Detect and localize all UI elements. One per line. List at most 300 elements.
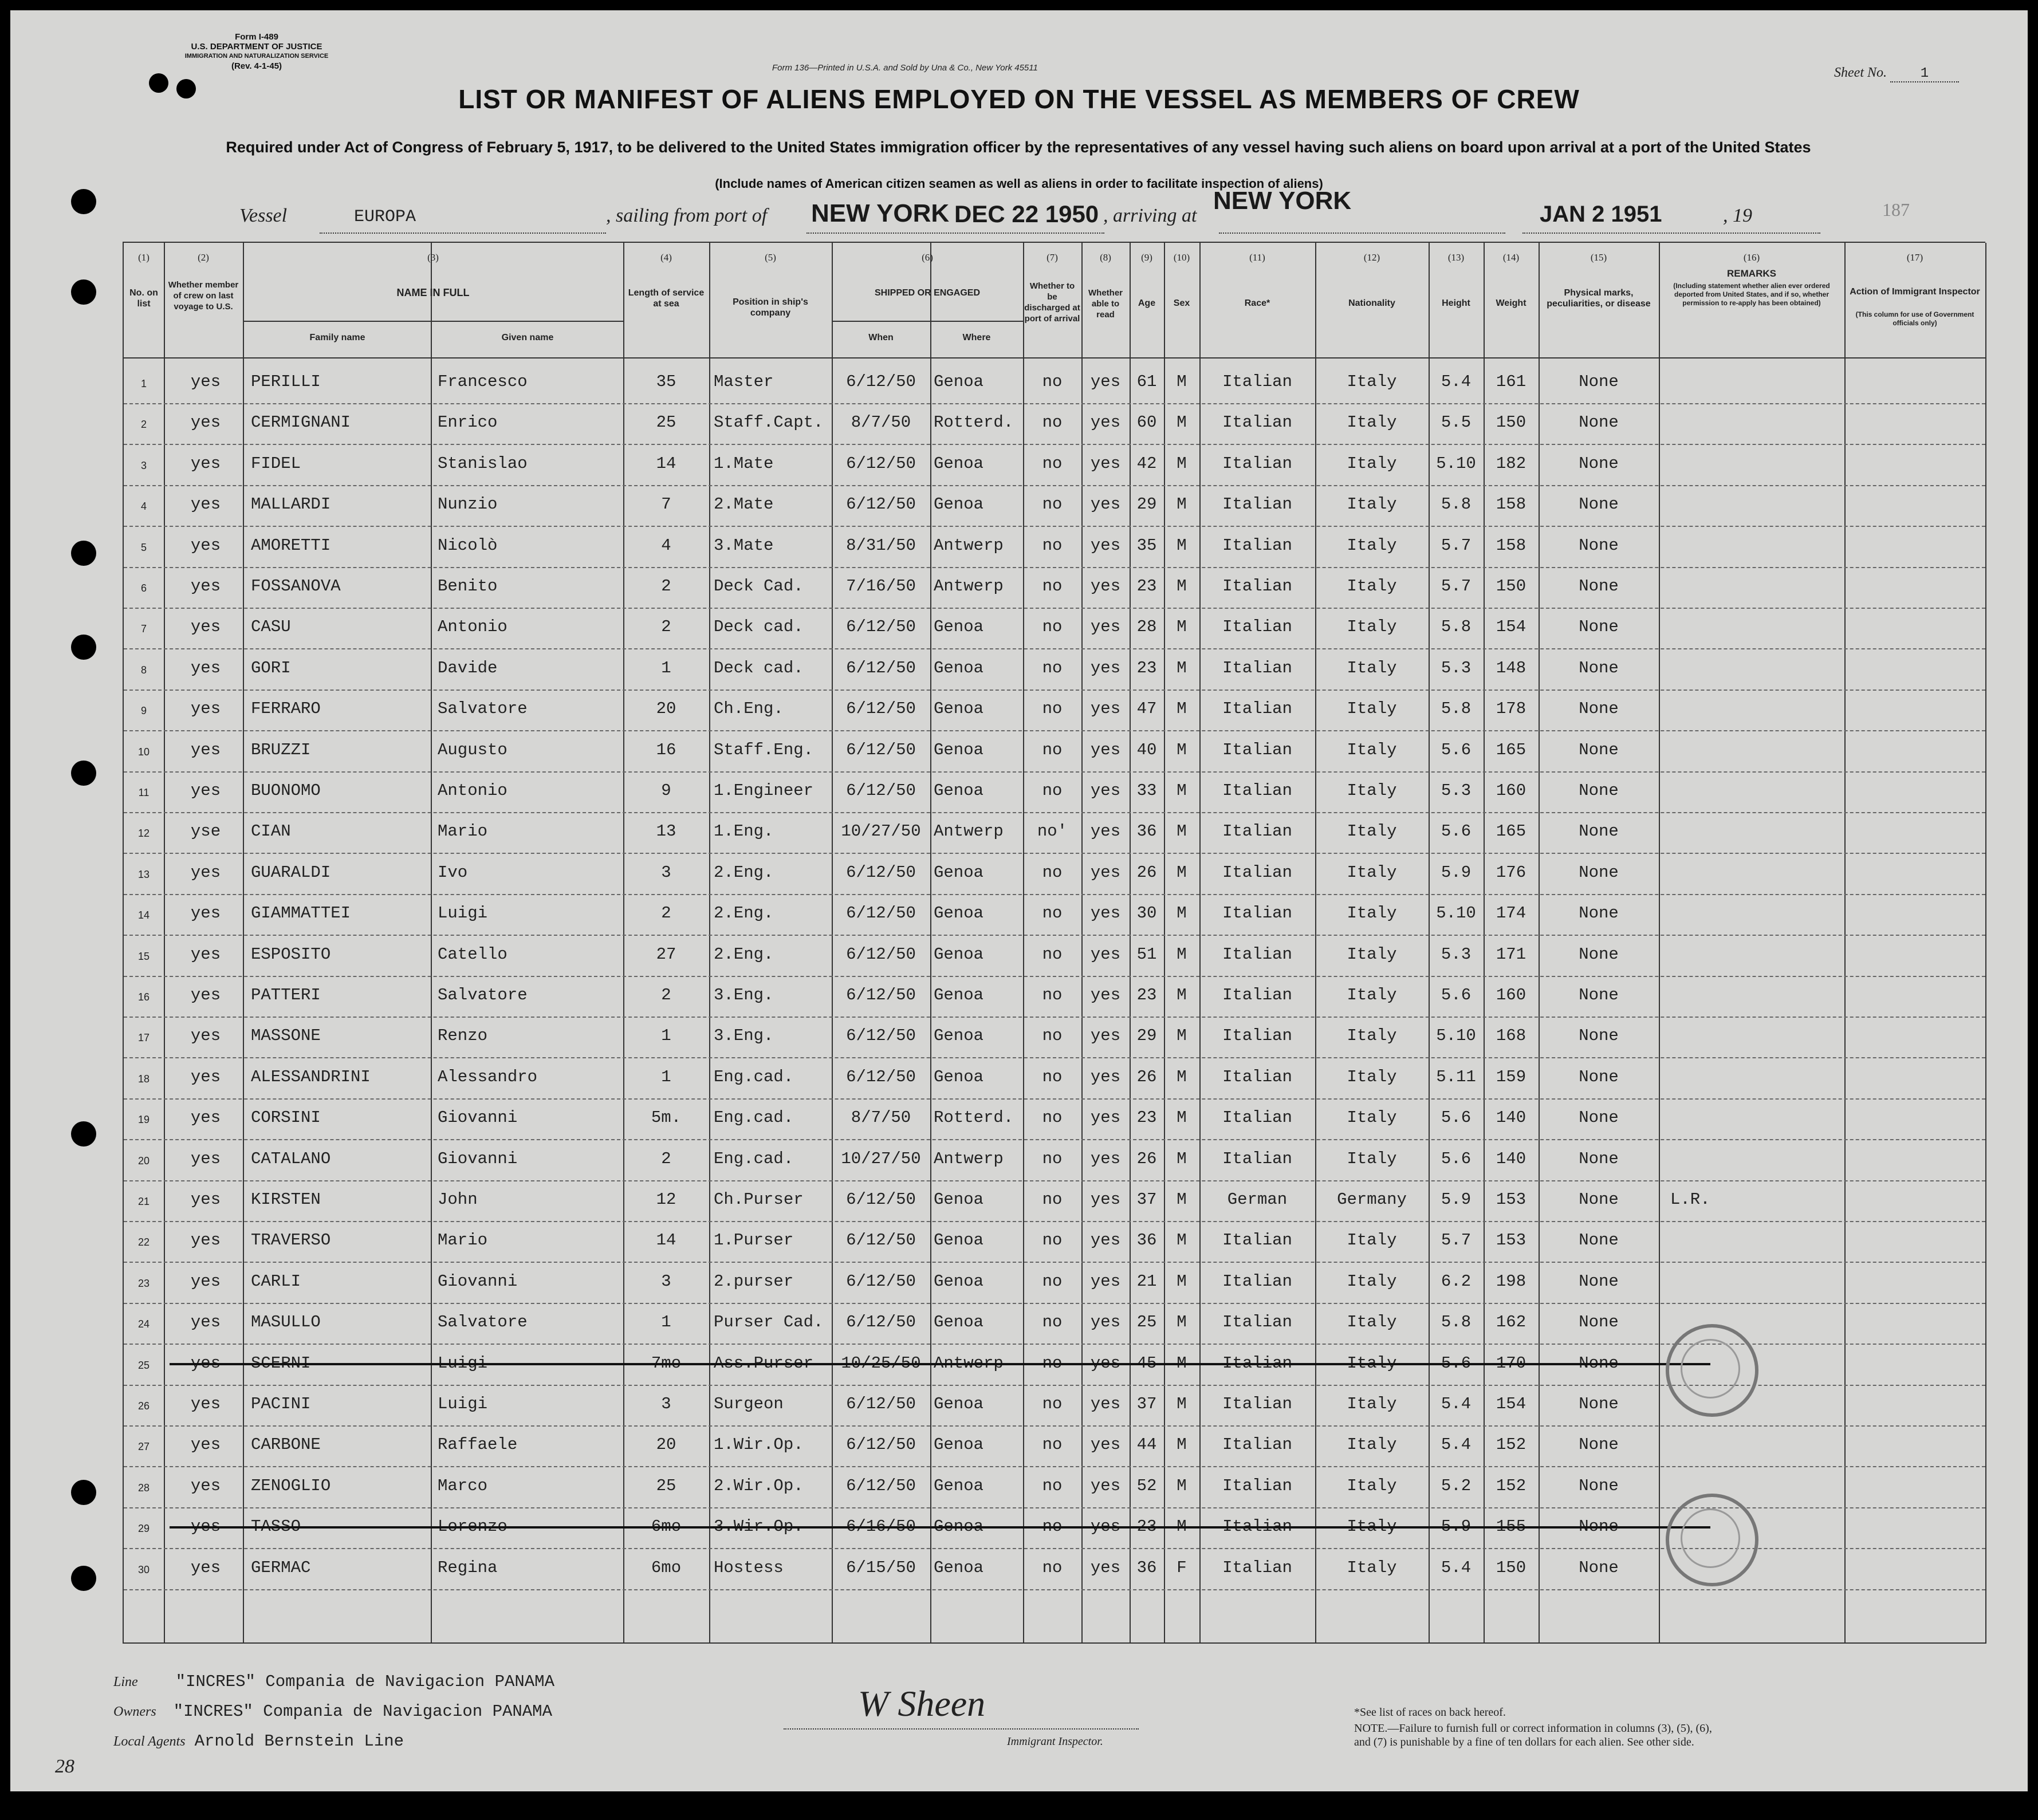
cell-nationality: Italy xyxy=(1347,535,1397,555)
cell-given: Mario xyxy=(438,1231,488,1250)
punch-hole xyxy=(71,279,96,305)
cell-family: FERRARO xyxy=(251,699,321,719)
strikethrough-line xyxy=(170,1363,1710,1365)
cell-family: ALESSANDRINI xyxy=(251,1067,371,1086)
cell-where: Rotterd. xyxy=(934,413,1014,432)
cell-race: Italian xyxy=(1222,658,1292,677)
cell-given: Francesco xyxy=(438,372,528,391)
cell-discharged: no xyxy=(1042,699,1063,719)
cell-marks: None xyxy=(1579,1108,1619,1128)
cell-sex: M xyxy=(1177,1190,1187,1209)
cell-read: yes xyxy=(1090,1190,1121,1209)
cell-where: Genoa xyxy=(934,617,984,637)
cell-service: 2 xyxy=(661,1149,671,1168)
cell-no: 14 xyxy=(137,909,150,921)
cell-sex: M xyxy=(1177,658,1187,677)
cell-prev: yes xyxy=(190,1353,221,1373)
cell-when: 10/27/50 xyxy=(841,1149,921,1168)
col-header-when: When xyxy=(868,333,894,342)
col-num: (2) xyxy=(198,252,209,263)
cell-position: 1.Wir.Op. xyxy=(714,1435,804,1455)
cell-when: 8/7/50 xyxy=(851,1108,911,1128)
cell-read: yes xyxy=(1090,986,1121,1004)
cell-prev: yse xyxy=(190,822,221,841)
cell-family: GERMAC xyxy=(251,1558,311,1577)
cell-service: 6mo xyxy=(651,1558,682,1577)
cell-sex: M xyxy=(1177,1231,1187,1250)
corner-number: 28 xyxy=(55,1756,74,1777)
cell-discharged: no xyxy=(1042,372,1063,391)
cell-no: 8 xyxy=(140,664,147,676)
arriving-label: , arriving at xyxy=(1103,205,1197,226)
cell-no: 12 xyxy=(137,828,150,840)
arriving-port: NEW YORK xyxy=(1213,187,1352,215)
cell-age: 23 xyxy=(1136,986,1157,1004)
cell-height: 5.4 xyxy=(1441,1394,1472,1413)
cell-marks: None xyxy=(1579,944,1619,964)
cell-where: Antwerp xyxy=(934,1353,1004,1373)
cell-prev: yes xyxy=(190,1026,221,1046)
cell-weight: 182 xyxy=(1496,454,1526,473)
cell-no: 6 xyxy=(140,582,147,594)
cell-where: Genoa xyxy=(934,1558,984,1577)
cell-age: 26 xyxy=(1136,1067,1157,1086)
cell-family: FOSSANOVA xyxy=(251,577,341,596)
cell-race: Italian xyxy=(1222,1476,1292,1495)
cell-where: Genoa xyxy=(934,1271,984,1291)
cell-weight: 150 xyxy=(1496,577,1526,596)
crew-row xyxy=(124,405,1985,445)
punch-hole xyxy=(71,1566,96,1591)
form-line: IMMIGRATION AND NATURALIZATION SERVICE xyxy=(184,53,329,60)
cell-prev: yes xyxy=(190,1476,221,1495)
col-num: (8) xyxy=(1100,252,1111,263)
cell-service: 25 xyxy=(656,413,676,432)
cell-where: Genoa xyxy=(934,1026,984,1046)
document-subnote: (Include names of American citizen seamen as well as aliens in order to facilitate inspection of aliens) xyxy=(715,176,1323,191)
cell-height: 5.6 xyxy=(1441,1353,1472,1373)
cell-service: 7mo xyxy=(651,1353,682,1373)
cell-where: Genoa xyxy=(934,904,984,923)
cell-race: Italian xyxy=(1222,740,1292,759)
cell-no: 23 xyxy=(137,1277,150,1289)
cell-marks: None xyxy=(1579,904,1619,923)
cell-service: 20 xyxy=(656,1435,676,1455)
cell-family: SCERNI xyxy=(251,1353,311,1373)
cell-when: 6/12/50 xyxy=(846,1271,916,1291)
cell-position: 2.Eng. xyxy=(714,944,774,964)
cell-race: Italian xyxy=(1222,1353,1292,1373)
cell-marks: None xyxy=(1579,1476,1619,1495)
crew-row xyxy=(124,1427,1985,1467)
cell-given: Augusto xyxy=(438,740,507,759)
cell-when: 6/12/50 xyxy=(846,1435,916,1455)
cell-prev: yes xyxy=(190,535,221,555)
cell-position: Deck cad. xyxy=(714,658,804,677)
cell-given: Renzo xyxy=(438,1026,488,1046)
cell-family: TRAVERSO xyxy=(251,1231,331,1250)
cell-given: Luigi xyxy=(438,1353,488,1373)
cell-position: 2.Eng. xyxy=(714,904,774,923)
cell-age: 51 xyxy=(1136,944,1157,964)
cell-marks: None xyxy=(1579,1026,1619,1046)
col-num: (6) xyxy=(922,252,933,263)
cell-height: 5.8 xyxy=(1441,1313,1472,1332)
cell-where: Genoa xyxy=(934,944,984,964)
cell-nationality: Italy xyxy=(1347,1231,1397,1250)
cell-nationality: Italy xyxy=(1347,1394,1397,1413)
cell-nationality: Italy xyxy=(1347,1149,1397,1168)
cell-read: yes xyxy=(1090,1149,1121,1168)
cell-height: 5.3 xyxy=(1441,944,1472,964)
cell-read: yes xyxy=(1090,535,1121,555)
cell-age: 25 xyxy=(1136,1313,1157,1332)
cell-height: 5.7 xyxy=(1441,535,1472,555)
crew-row xyxy=(124,1223,1985,1263)
cell-discharged: no xyxy=(1042,413,1063,432)
cell-age: 44 xyxy=(1136,1435,1157,1455)
col-num: (15) xyxy=(1590,252,1607,263)
cell-no: 27 xyxy=(137,1441,150,1453)
cell-weight: 160 xyxy=(1496,781,1526,800)
footer-agents xyxy=(113,1732,404,1751)
cell-prev: yes xyxy=(190,904,221,923)
cell-discharged: no xyxy=(1042,986,1063,1004)
cell-given: Raffaele xyxy=(438,1435,518,1455)
cell-no: 29 xyxy=(137,1523,150,1535)
cell-height: 5.11 xyxy=(1436,1067,1476,1086)
cell-sex: M xyxy=(1177,1067,1187,1086)
cell-race: Italian xyxy=(1222,577,1292,596)
cell-family: CASU xyxy=(251,617,291,637)
cell-race: Italian xyxy=(1222,781,1292,800)
cell-read: yes xyxy=(1090,1353,1121,1373)
cell-height: 5.9 xyxy=(1441,1190,1472,1209)
cell-prev: yes xyxy=(190,862,221,882)
owners-label: Owners xyxy=(113,1704,156,1719)
crew-row xyxy=(124,773,1985,813)
cell-marks: None xyxy=(1579,454,1619,473)
vessel-label: Vessel xyxy=(239,205,288,226)
cell-when: 6/12/50 xyxy=(846,1190,916,1209)
cell-given: Ivo xyxy=(438,862,468,882)
cell-nationality: Italy xyxy=(1347,862,1397,882)
date-underline xyxy=(1522,233,1820,234)
cell-marks: None xyxy=(1579,1067,1619,1086)
cell-marks: None xyxy=(1579,535,1619,555)
cell-service: 16 xyxy=(656,740,676,759)
cell-weight: 171 xyxy=(1496,944,1526,964)
cell-race: Italian xyxy=(1222,454,1292,473)
cell-height: 5.6 xyxy=(1441,1149,1472,1168)
cell-given: Giovanni xyxy=(438,1108,518,1128)
cell-sex: M xyxy=(1177,699,1187,719)
cell-sex: M xyxy=(1177,822,1187,841)
cell-when: 6/12/50 xyxy=(846,986,916,1004)
cell-race: Italian xyxy=(1222,1026,1292,1046)
cell-weight: 140 xyxy=(1496,1149,1526,1168)
cell-discharged: no xyxy=(1042,862,1063,882)
cell-nationality: Italy xyxy=(1347,617,1397,637)
cell-when: 6/12/50 xyxy=(846,454,916,473)
cell-discharged: no xyxy=(1042,1435,1063,1455)
cell-when: 8/31/50 xyxy=(846,535,916,555)
col-header-height: Height xyxy=(1442,298,1470,308)
cell-service: 2 xyxy=(661,986,671,1004)
cell-height: 5.4 xyxy=(1441,1435,1472,1455)
punch-hole xyxy=(71,1480,96,1505)
cell-age: 36 xyxy=(1136,1231,1157,1250)
cell-given: Catello xyxy=(438,944,507,964)
cell-sex: M xyxy=(1177,1026,1187,1046)
cell-weight: 158 xyxy=(1496,535,1526,555)
cell-when: 6/16/50 xyxy=(846,1517,916,1537)
cell-no: 26 xyxy=(137,1400,150,1412)
punch-hole xyxy=(71,541,96,566)
inspector-label: Immigrant Inspector. xyxy=(1007,1735,1103,1748)
cell-sex: M xyxy=(1177,1149,1187,1168)
cell-sex: F xyxy=(1177,1558,1187,1577)
col-header-position: Position in ship's company xyxy=(733,297,808,318)
cell-family: CERMIGNANI xyxy=(251,413,351,432)
cell-nationality: Italy xyxy=(1347,1435,1397,1455)
line-value: "INCRES" Compania de Navigacion PANAMA xyxy=(175,1672,554,1691)
cell-weight: 198 xyxy=(1496,1271,1526,1291)
cell-age: 26 xyxy=(1136,862,1157,882)
cell-age: 23 xyxy=(1136,658,1157,677)
cell-no: 5 xyxy=(140,541,147,553)
col-num: (12) xyxy=(1363,252,1380,263)
cell-given: Salvatore xyxy=(438,1313,528,1332)
cell-nationality: Italy xyxy=(1347,1271,1397,1291)
cell-height: 5.8 xyxy=(1441,617,1472,637)
agents-value: Arnold Bernstein Line xyxy=(194,1732,404,1751)
cell-marks: None xyxy=(1579,986,1619,1004)
cell-race: Italian xyxy=(1222,1435,1292,1455)
col-header-race: Race* xyxy=(1244,298,1270,308)
cell-race: Italian xyxy=(1222,1149,1292,1168)
cell-prev: yes xyxy=(190,1517,221,1537)
col-header-action-note: (This column for use of Government officials only) xyxy=(1855,310,1974,327)
cell-marks: None xyxy=(1579,577,1619,596)
cell-age: 61 xyxy=(1136,372,1157,391)
form-number-block xyxy=(154,32,360,71)
cell-weight: 158 xyxy=(1496,495,1526,514)
cell-weight: 152 xyxy=(1496,1435,1526,1455)
cell-nationality: Italy xyxy=(1347,658,1397,677)
col-header-family: Family name xyxy=(309,333,365,342)
cell-given: Salvatore xyxy=(438,699,528,719)
crew-row xyxy=(124,446,1985,486)
crew-row xyxy=(124,1264,1985,1304)
cell-position: 1.Purser xyxy=(714,1231,794,1250)
cell-discharged: no xyxy=(1042,1149,1063,1168)
cell-given: Luigi xyxy=(438,904,488,923)
cell-read: yes xyxy=(1090,1026,1121,1046)
cell-race: Italian xyxy=(1222,535,1292,555)
cell-service: 9 xyxy=(661,781,671,800)
cell-given: John xyxy=(438,1190,478,1209)
cell-service: 1 xyxy=(661,658,671,677)
cell-no: 10 xyxy=(137,746,150,758)
fine-note: NOTE.—Failure to furnish full or correct information in columns (3), (5), (6), and (7) is punishable by a fine of ten dollars for each alien. See other side. xyxy=(1354,1722,1712,1748)
cell-given: Benito xyxy=(438,577,498,596)
cell-nationality: Italy xyxy=(1347,1558,1397,1577)
cell-height: 5.2 xyxy=(1441,1476,1472,1495)
cell-family: AMORETTI xyxy=(251,535,331,555)
cell-service: 7 xyxy=(661,495,671,514)
cell-no: 25 xyxy=(137,1359,150,1371)
cell-when: 6/12/50 xyxy=(846,1231,916,1250)
cell-sex: M xyxy=(1177,413,1187,432)
col-header-where: Where xyxy=(962,333,991,342)
cell-given: Giovanni xyxy=(438,1149,518,1168)
cell-family: TASSO xyxy=(251,1517,301,1537)
cell-position: 3.Eng. xyxy=(714,986,774,1004)
cell-where: Genoa xyxy=(934,1067,984,1086)
cell-height: 5.3 xyxy=(1441,658,1472,677)
cell-family: ZENOGLIO xyxy=(251,1476,331,1495)
cell-where: Antwerp xyxy=(934,1149,1004,1168)
cell-marks: None xyxy=(1579,1435,1619,1455)
cell-height: 5.6 xyxy=(1441,1108,1472,1128)
cell-sex: M xyxy=(1177,1394,1187,1413)
cell-race: Italian xyxy=(1222,413,1292,432)
col-header-remarks-note: (Including statement whether alien ever ordered deported from United States, and if so, whether permission to re-apply has been obtained) xyxy=(1673,282,1830,307)
cell-given: Stanislao xyxy=(438,454,528,473)
cell-when: 6/12/50 xyxy=(846,1476,916,1495)
cell-family: CIAN xyxy=(251,822,291,841)
cell-prev: yes xyxy=(190,699,221,719)
col-num: (1) xyxy=(138,252,149,263)
cell-discharged: no xyxy=(1042,944,1063,964)
cell-marks: None xyxy=(1579,1313,1619,1332)
cell-no: 1 xyxy=(140,378,147,389)
col-header-nationality: Nationality xyxy=(1348,298,1395,308)
cell-position: 1.Eng. xyxy=(714,822,774,841)
crew-table xyxy=(123,242,1985,1644)
cell-position: Ch.Eng. xyxy=(714,699,784,719)
cell-height: 5.9 xyxy=(1441,1517,1472,1537)
cell-no: 17 xyxy=(137,1032,150,1044)
cell-age: 45 xyxy=(1136,1353,1157,1373)
cell-position: Staff.Capt. xyxy=(714,413,824,432)
cell-discharged: no xyxy=(1042,1394,1063,1413)
form-line: Form I-489 xyxy=(235,32,278,42)
cell-family: GORI xyxy=(251,658,291,677)
inspection-seal xyxy=(1666,1494,1758,1586)
cell-height: 5.6 xyxy=(1441,740,1472,759)
cell-race: Italian xyxy=(1222,1313,1292,1332)
cell-where: Rotterd. xyxy=(934,1108,1014,1128)
cell-marks: None xyxy=(1579,1231,1619,1250)
cell-read: yes xyxy=(1090,944,1121,964)
cell-marks: None xyxy=(1579,1558,1619,1577)
cell-no: 3 xyxy=(140,459,147,471)
cell-prev: yes xyxy=(190,1149,221,1168)
crew-row xyxy=(124,855,1985,895)
cell-when: 6/12/50 xyxy=(846,1313,916,1332)
document-subtitle: Required under Act of Congress of February 5, 1917, to be delivered to the United States immigration officer by the representatives of any vessel having such aliens on board upon arrival at a port of the United States xyxy=(226,139,1811,156)
cell-race: Italian xyxy=(1222,617,1292,637)
cell-position: Surgeon xyxy=(714,1394,784,1413)
cell-race: Italian xyxy=(1222,904,1292,923)
cell-service: 1 xyxy=(661,1067,671,1086)
cell-age: 23 xyxy=(1136,577,1157,596)
cell-height: 5.6 xyxy=(1441,986,1472,1004)
crew-row xyxy=(124,609,1985,649)
cell-age: 29 xyxy=(1136,495,1157,514)
cell-where: Genoa xyxy=(934,1394,984,1413)
arrival-date: JAN 2 1951 xyxy=(1540,202,1662,227)
cell-where: Antwerp xyxy=(934,577,1004,596)
cell-nationality: Italy xyxy=(1347,1026,1397,1046)
cell-discharged: no xyxy=(1042,495,1063,514)
cell-when: 6/12/50 xyxy=(846,495,916,514)
cell-given: Luigi xyxy=(438,1394,488,1413)
cell-read: yes xyxy=(1090,372,1121,391)
printer-credit: Form 136—Printed in U.S.A. and Sold by Una & Co., New York 45511 xyxy=(772,63,1038,73)
cell-nationality: Italy xyxy=(1347,904,1397,923)
cell-weight: 165 xyxy=(1496,740,1526,759)
cell-position: Ch.Purser xyxy=(714,1190,804,1209)
cell-when: 6/12/50 xyxy=(846,658,916,677)
cell-where: Genoa xyxy=(934,1435,984,1455)
cell-when: 6/12/50 xyxy=(846,617,916,637)
owners-value: "INCRES" Compania de Navigacion PANAMA xyxy=(173,1702,552,1721)
col-header-given: Given name xyxy=(501,333,554,342)
cell-age: 23 xyxy=(1136,1517,1157,1537)
cell-marks: None xyxy=(1579,1149,1619,1168)
cell-weight: 153 xyxy=(1496,1231,1526,1250)
col-header-read: Whether able to read xyxy=(1088,288,1123,320)
cell-when: 6/12/50 xyxy=(846,699,916,719)
cell-age: 28 xyxy=(1136,617,1157,637)
cell-service: 25 xyxy=(656,1476,676,1495)
cell-prev: yes xyxy=(190,413,221,432)
cell-position: Master xyxy=(714,372,774,391)
cell-weight: 154 xyxy=(1496,617,1526,637)
cell-weight: 140 xyxy=(1496,1108,1526,1128)
form-line: U.S. DEPARTMENT OF JUSTICE xyxy=(191,42,322,52)
cell-position: 1.Mate xyxy=(714,454,774,473)
cell-family: PATTERI xyxy=(251,986,321,1004)
cell-prev: yes xyxy=(190,495,221,514)
cell-age: 29 xyxy=(1136,1026,1157,1046)
cell-discharged: no xyxy=(1042,904,1063,923)
cell-nationality: Italy xyxy=(1347,986,1397,1004)
cell-marks: None xyxy=(1579,781,1619,800)
cell-discharged: no xyxy=(1042,577,1063,596)
cell-service: 2 xyxy=(661,577,671,596)
cell-age: 37 xyxy=(1136,1190,1157,1209)
cell-no: 13 xyxy=(137,868,150,880)
cell-where: Genoa xyxy=(934,372,984,391)
cell-service: 2 xyxy=(661,617,671,637)
crew-row xyxy=(124,937,1985,977)
cell-given: Regina xyxy=(438,1558,498,1577)
cell-family: MASSONE xyxy=(251,1026,321,1046)
cell-when: 6/12/50 xyxy=(846,1067,916,1086)
cell-position: Purser Cad. xyxy=(714,1313,824,1332)
cell-given: Enrico xyxy=(438,413,498,432)
sheet-value: 1 xyxy=(1890,66,1959,82)
cell-family: CARBONE xyxy=(251,1435,321,1455)
cell-family: FIDEL xyxy=(251,454,301,473)
cell-no: 18 xyxy=(137,1073,150,1085)
col-num: (13) xyxy=(1447,252,1465,263)
cell-no: 16 xyxy=(137,991,150,1003)
